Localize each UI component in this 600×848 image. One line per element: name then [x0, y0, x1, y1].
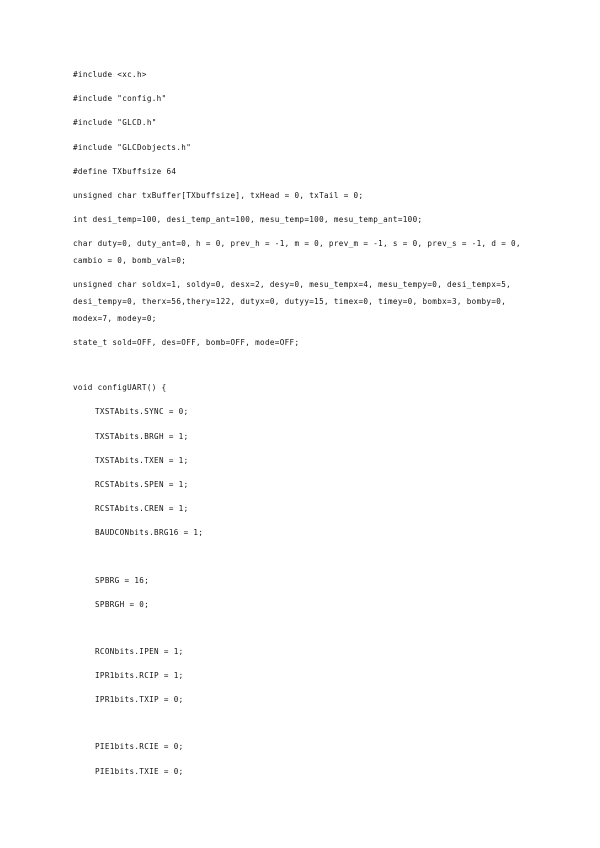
code-line: void configUART() { — [73, 383, 167, 393]
code-listing — [73, 63, 533, 784]
code-line: #include "GLCD.h" — [73, 118, 157, 128]
code-line: unsigned char txBuffer[TXbuffsize], txHead = 0, txTail = 0; — [73, 190, 364, 200]
code-line: IPR1bits.TXIP = 0; — [95, 695, 184, 705]
code-line: RCSTAbits.CREN = 1; — [95, 504, 189, 514]
code-line: #include <xc.h> — [73, 70, 147, 79]
code-line: SPBRGH = 0; — [95, 599, 150, 609]
code-line: TXSTAbits.TXEN = 1; — [95, 455, 189, 465]
code-line: state_t sold=OFF, des=OFF, bomb=OFF, mode=OFF; — [73, 338, 300, 348]
code-line: unsigned char soldx=1, soldy=0, desx=2, desy=0, mesu_tempx=4, mesu_tempy=0, desi_tempx=5, desi_tempy=0, therx=56,thery=122, dutyx=0, dutyy=15, timex=0, timey=0, bombx=3, bomby=0, modex=7, modey=0; — [73, 279, 512, 323]
code-line: RCSTAbits.SPEN = 1; — [95, 479, 189, 489]
code-line: #include "GLCDobjects.h" — [73, 142, 192, 152]
code-line: RCONbits.IPEN = 1; — [95, 646, 184, 656]
code-line: IPR1bits.RCIP = 1; — [95, 671, 184, 681]
code-line: SPBRG = 16; — [95, 575, 150, 585]
blank-line — [73, 546, 533, 569]
code-line: char duty=0, duty_ant=0, h = 0, prev_h = -1, m = 0, prev_m = -1, s = 0, prev_s = -1, d = 0, cambio = 0, bomb_val=0; — [73, 239, 521, 265]
code-line: TXSTAbits.SYNC = 0; — [95, 407, 189, 417]
code-line: #include "config.h" — [73, 94, 167, 104]
code-line: int desi_temp=100, desi_temp_ant=100, mesu_temp=100, mesu_temp_ant=100; — [73, 215, 423, 225]
code-line: PIE1bits.RCIE = 0; — [95, 742, 184, 752]
code-line: #define TXbuffsize 64 — [73, 166, 177, 176]
blank-line — [73, 355, 533, 376]
blank-line — [73, 712, 533, 735]
code-line: PIE1bits.TXIE = 0; — [95, 766, 184, 776]
code-line: TXSTAbits.BRGH = 1; — [95, 431, 189, 441]
blank-line — [73, 617, 533, 640]
code-line: BAUDCONbits.BRG16 = 1; — [95, 528, 204, 538]
